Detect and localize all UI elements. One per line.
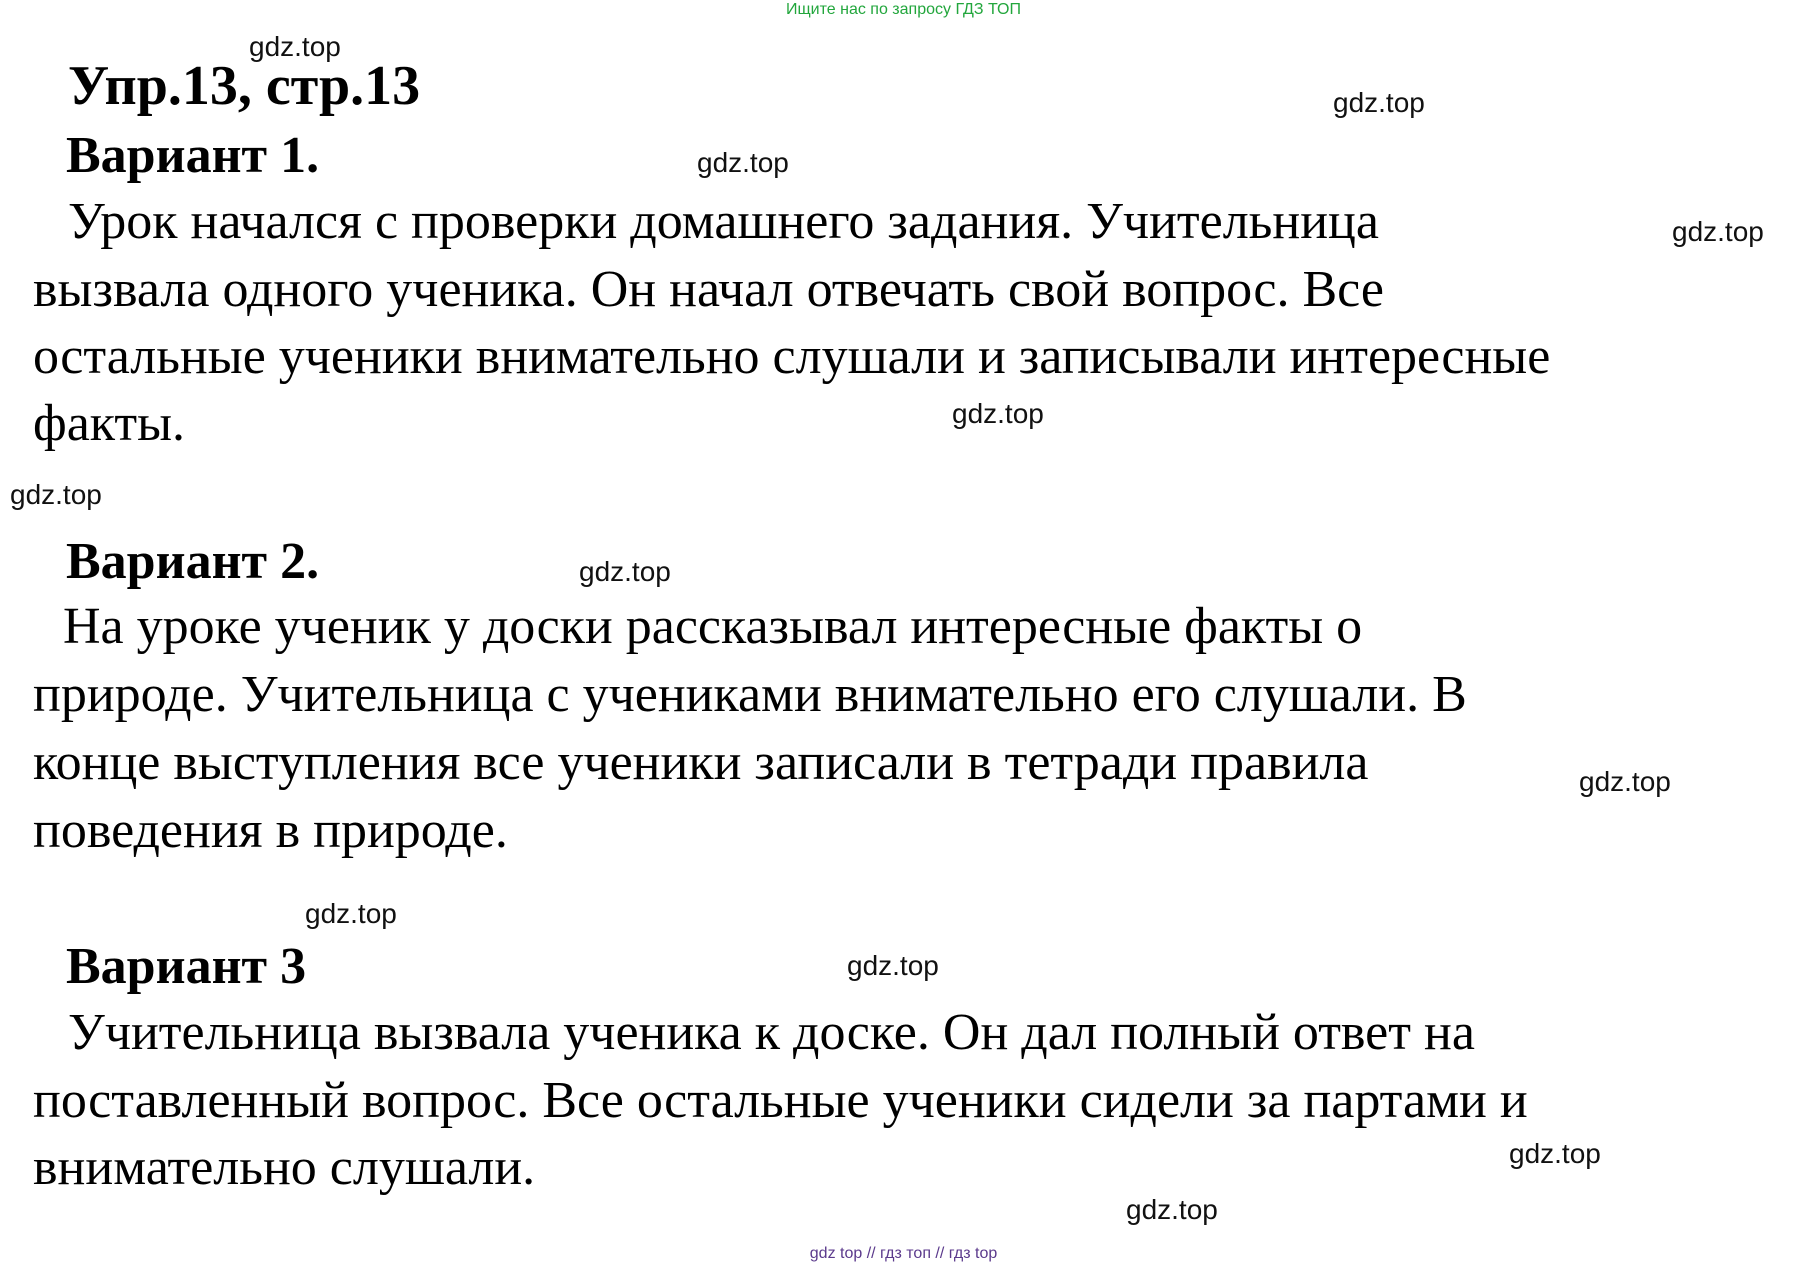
variant-2-line-3: конце выступления все ученики записали в тетради правила	[33, 734, 1369, 791]
watermark: gdz.top	[1509, 1138, 1601, 1169]
footer-links: gdz top // гдз топ // гдз top	[809, 1245, 998, 1262]
variant-3-line-3: внимательно слушали.	[33, 1139, 536, 1196]
variant-2-line-2: природе. Учительница с учениками внимательно его слушали. В	[33, 666, 1467, 723]
page-title: Упр.13, стр.13	[68, 55, 421, 117]
top-banner: Ищите нас по запросу ГДЗ ТОП	[786, 1, 1021, 18]
watermark: gdz.top	[697, 147, 789, 178]
watermark: gdz.top	[579, 556, 671, 587]
watermark: gdz.top	[249, 31, 341, 62]
watermark: gdz.top	[1126, 1194, 1218, 1225]
variant-2-line-1: На уроке ученик у доски рассказывал интересные факты о	[63, 598, 1363, 655]
variant-1-line-4: факты.	[33, 395, 186, 452]
variant-1-heading: Вариант 1.	[66, 127, 320, 184]
variant-3-line-1: Учительница вызвала ученика к доске. Он дал полный ответ на	[68, 1004, 1475, 1061]
variant-2-heading: Вариант 2.	[66, 533, 320, 590]
watermark: gdz.top	[305, 898, 397, 929]
watermark: gdz.top	[1579, 766, 1671, 797]
watermark: gdz.top	[1672, 216, 1764, 247]
variant-1-line-3: остальные ученики внимательно слушали и записывали интересные	[33, 328, 1551, 385]
variant-1-line-2: вызвала одного ученика. Он начал отвечать свой вопрос. Все	[33, 261, 1384, 318]
variant-2-line-4: поведения в природе.	[33, 802, 508, 859]
watermark: gdz.top	[10, 479, 102, 510]
watermark: gdz.top	[952, 398, 1044, 429]
variant-3-heading: Вариант 3	[66, 938, 307, 995]
watermark: gdz.top	[1333, 87, 1425, 118]
variant-1-line-1: Урок начался с проверки домашнего задания. Учительница	[68, 193, 1379, 250]
variant-3-line-2: поставленный вопрос. Все остальные ученики сидели за партами и	[33, 1072, 1528, 1129]
watermark: gdz.top	[847, 950, 939, 981]
